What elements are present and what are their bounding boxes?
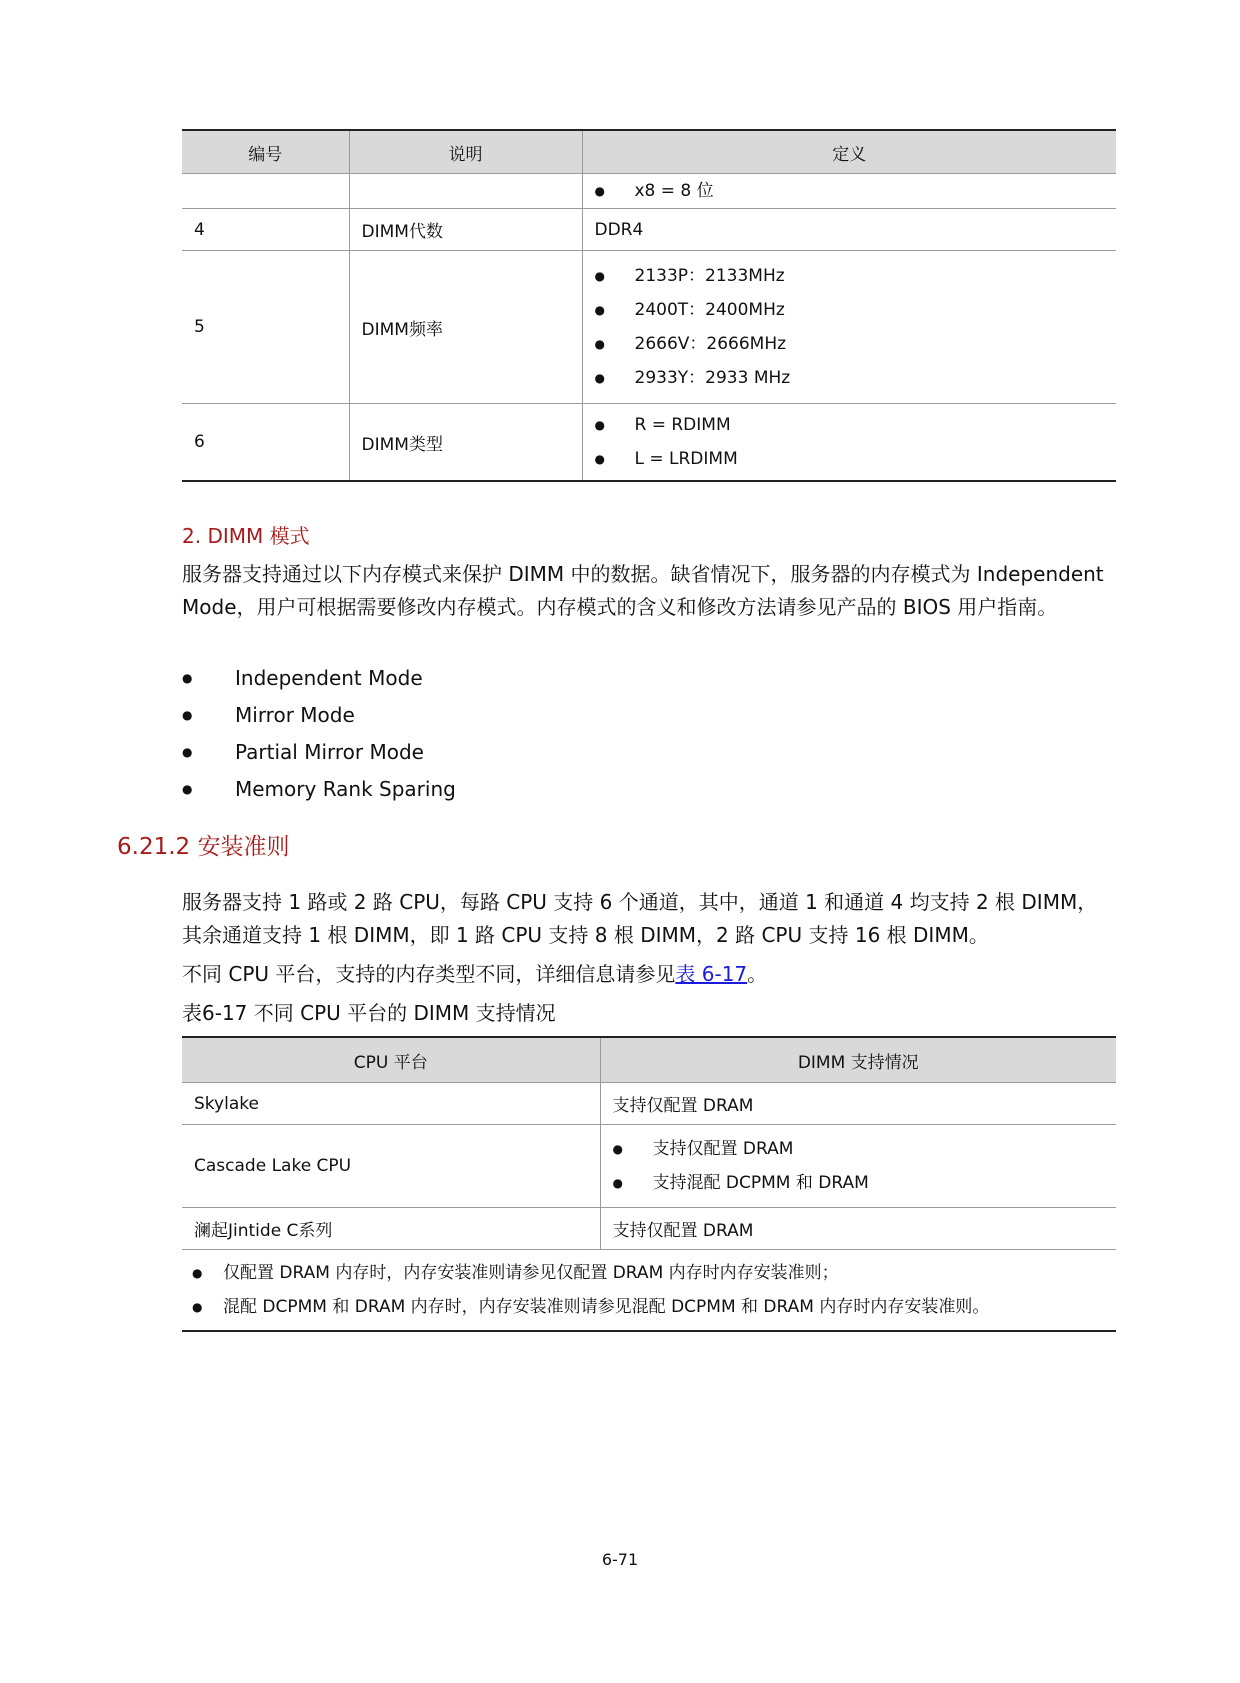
table-cell: 支持仅配置 DRAM <box>600 1208 1116 1250</box>
column-header: 编号 <box>182 130 349 174</box>
list-item: ● 仅配置 DRAM 内存时，内存安装准则请参见仅配置 DRAM 内存时内存安装准则； <box>182 1256 1116 1290</box>
list-item: ● Partial Mirror Mode <box>182 734 456 771</box>
table-row <box>182 174 1116 209</box>
table-header-row <box>182 1037 1116 1083</box>
table-cell <box>582 404 1116 482</box>
page-number: 6-71 <box>601 1550 639 1569</box>
dimm-naming-table <box>182 129 1116 482</box>
list-item: ● 支持仅配置 DRAM <box>613 1132 1117 1166</box>
list-item: ● 2666V：2666MHz <box>595 327 1117 361</box>
section-heading-dimm-mode: 2. DIMM 模式 <box>182 524 310 548</box>
paragraph <box>182 958 1116 991</box>
table-row <box>182 1208 1116 1250</box>
list-item: ● Memory Rank Sparing <box>182 771 456 808</box>
list-item: ● 2400T：2400MHz <box>595 293 1117 327</box>
table-row <box>182 209 1116 251</box>
table-cell: DIMM类型 <box>349 404 582 482</box>
list-item: ● x8 = 8 位 <box>595 174 1117 208</box>
notes-list <box>182 1250 1116 1330</box>
table-cell: DDR4 <box>582 209 1116 251</box>
column-header: 定义 <box>582 130 1116 174</box>
list-item: ● R = RDIMM <box>595 408 1117 442</box>
table-cell <box>349 174 582 209</box>
table-cell: 澜起Jintide C系列 <box>182 1208 600 1250</box>
list-item: ● Independent Mode <box>182 660 456 697</box>
table-reference-link[interactable]: 表 6-17 <box>675 962 748 986</box>
bullet-list <box>595 251 1117 403</box>
table-cell: Cascade Lake CPU <box>182 1125 600 1208</box>
table-cell: Skylake <box>182 1083 600 1125</box>
table-cell <box>582 174 1116 209</box>
table-notes-row <box>182 1250 1116 1332</box>
table-row <box>182 404 1116 482</box>
table-cell: 支持仅配置 DRAM <box>600 1083 1116 1125</box>
section-heading-install: 6.21.2 安装准则 <box>117 834 290 860</box>
table-cell: DIMM代数 <box>349 209 582 251</box>
table-row <box>182 251 1116 404</box>
paragraph-text: 不同 CPU 平台，支持的内存类型不同，详细信息请参见 <box>182 962 676 986</box>
table-cell <box>600 1125 1116 1208</box>
table-row <box>182 1125 1116 1208</box>
column-header: 说明 <box>349 130 582 174</box>
table-cell: 5 <box>182 251 349 404</box>
paragraph-text: 。 <box>747 962 768 986</box>
table-cell: DIMM频率 <box>349 251 582 404</box>
table-cell <box>182 1250 1116 1332</box>
table-cell <box>582 251 1116 404</box>
bullet-list <box>595 404 1117 480</box>
column-header: DIMM 支持情况 <box>600 1037 1116 1083</box>
memory-mode-list <box>182 660 456 808</box>
cpu-dimm-support-table <box>182 1036 1116 1332</box>
list-item: ● 混配 DCPMM 和 DRAM 内存时，内存安装准则请参见混配 DCPMM 和 DRAM 内存时内存安装准则。 <box>182 1290 1116 1324</box>
table-row <box>182 1083 1116 1125</box>
list-item: ● L = LRDIMM <box>595 442 1117 476</box>
bullet-list <box>613 1127 1117 1205</box>
table-header-row <box>182 130 1116 174</box>
table-cell: 6 <box>182 404 349 482</box>
table-cell: 4 <box>182 209 349 251</box>
column-header: CPU 平台 <box>182 1037 600 1083</box>
list-item: ● 2133P：2133MHz <box>595 259 1117 293</box>
list-item: ● Mirror Mode <box>182 697 456 734</box>
bullet-list <box>595 174 1117 208</box>
paragraph: 服务器支持 1 路或 2 路 CPU，每路 CPU 支持 6 个通道，其中，通道 1 和通道 4 均支持 2 根 DIMM，其余通道支持 1 根 DIMM，即 1 路 CPU 支持 8 根 DIMM，2 路 CPU 支持 16 根 DIMM。 <box>182 890 1098 947</box>
list-item: ● 支持混配 DCPMM 和 DRAM <box>613 1166 1117 1200</box>
list-item: ● 2933Y：2933 MHz <box>595 361 1117 395</box>
table-cell <box>182 174 349 209</box>
table-caption: 表6-17 不同 CPU 平台的 DIMM 支持情况 <box>182 1001 556 1025</box>
paragraph: 服务器支持通过以下内存模式来保护 DIMM 中的数据。缺省情况下，服务器的内存模式为 Independent Mode，用户可根据需要修改内存模式。内存模式的含义和修改方法请参见产品的 BIOS 用户指南。 <box>182 562 1104 619</box>
